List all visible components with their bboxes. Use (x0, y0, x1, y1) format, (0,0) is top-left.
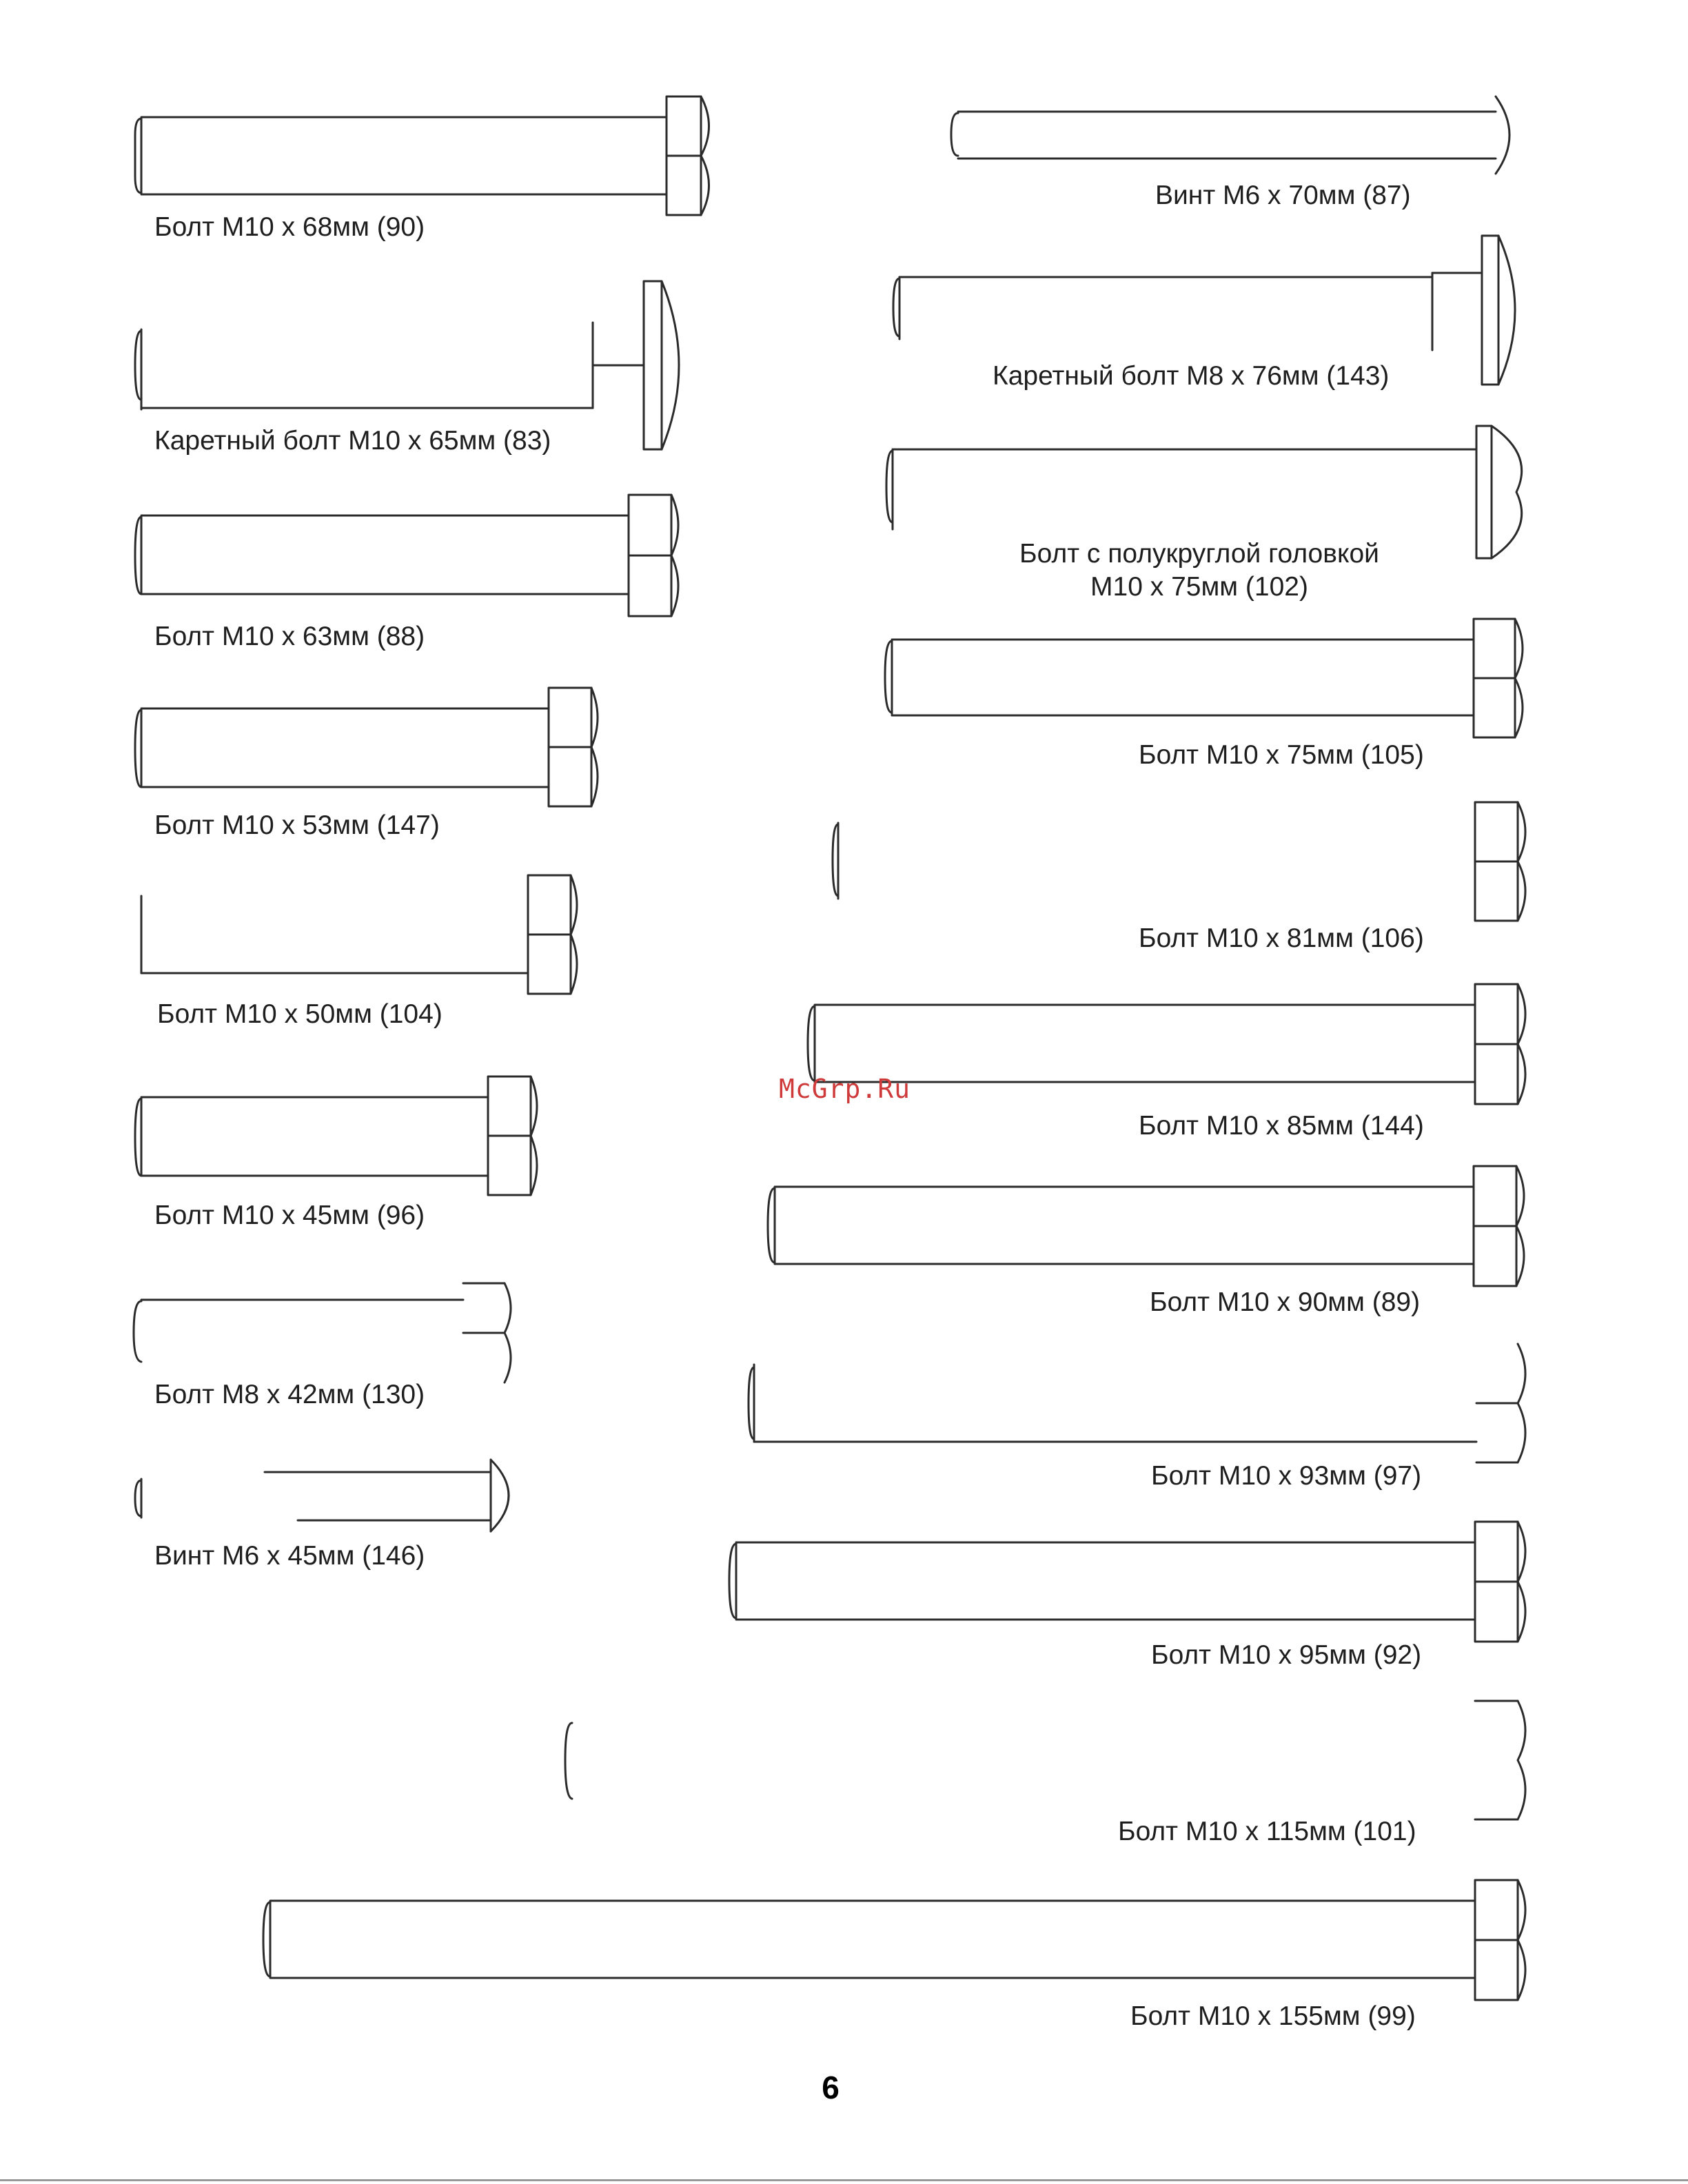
part-label: Болт M10 x 75мм (105) (1139, 740, 1424, 770)
bolt-m10x115-drawing (565, 1701, 1525, 1819)
part-label: Болт M10 x 53мм (147) (154, 810, 440, 840)
part-label: Болт M10 x 155мм (99) (1130, 2001, 1416, 2031)
watermark: McGrp.Ru (779, 1074, 911, 1104)
part-label: Каретный болт M10 x 65мм (83) (154, 426, 551, 456)
bolt-m10x93-drawing (749, 1344, 1525, 1462)
page-number: 6 (822, 2070, 840, 2105)
part-label: Винт M6 x 70мм (87) (1155, 181, 1411, 210)
bolt-m10x50-drawing (141, 875, 577, 994)
bolt-m8x42-drawing (134, 1283, 511, 1382)
bolt-m10x53-drawing (135, 688, 598, 806)
part-label: Винт M6 x 45мм (146) (154, 1541, 425, 1571)
bolt-m10x85-drawing (808, 984, 1525, 1104)
screw-m6x45-drawing (135, 1460, 509, 1531)
part-label-line2: M10 x 75мм (102) (1090, 572, 1308, 602)
part-label: Болт M10 x 115мм (101) (1118, 1817, 1416, 1846)
bolt-m10x75-drawing (885, 619, 1523, 737)
part-label: Болт M10 x 68мм (90) (154, 212, 425, 242)
part-label: Болт M10 x 63мм (88) (154, 622, 425, 651)
bolt-m10x81-drawing (833, 802, 1525, 921)
bolt-m10x155-drawing (263, 1880, 1525, 2000)
part-label: Болт M10 x 85мм (144) (1139, 1111, 1424, 1141)
part-label: Каретный болт M8 x 76мм (143) (993, 361, 1390, 391)
bottom-rule (0, 2179, 1688, 2181)
part-label: Болт M10 x 50мм (104) (157, 999, 443, 1029)
bolt-m10x90-drawing (768, 1166, 1524, 1286)
bolt-m10x68-drawing (135, 96, 709, 215)
part-label: Болт M10 x 45мм (96) (154, 1201, 425, 1230)
screw-m6x70-drawing (951, 96, 1509, 174)
bolt-m10x45-drawing (135, 1076, 537, 1195)
bolt-m10x95-drawing (729, 1522, 1525, 1642)
part-label: Болт M8 x 42мм (130) (154, 1380, 425, 1409)
part-label: Болт M10 x 95мм (92) (1151, 1640, 1422, 1670)
part-label: Болт с полукруглой головкой (1019, 539, 1379, 569)
part-label: Болт M10 x 90мм (89) (1150, 1287, 1421, 1317)
part-label: Болт M10 x 81мм (106) (1139, 923, 1424, 953)
bolt-m10x63-drawing (135, 495, 678, 616)
part-label: Болт M10 x 93мм (97) (1151, 1461, 1422, 1491)
